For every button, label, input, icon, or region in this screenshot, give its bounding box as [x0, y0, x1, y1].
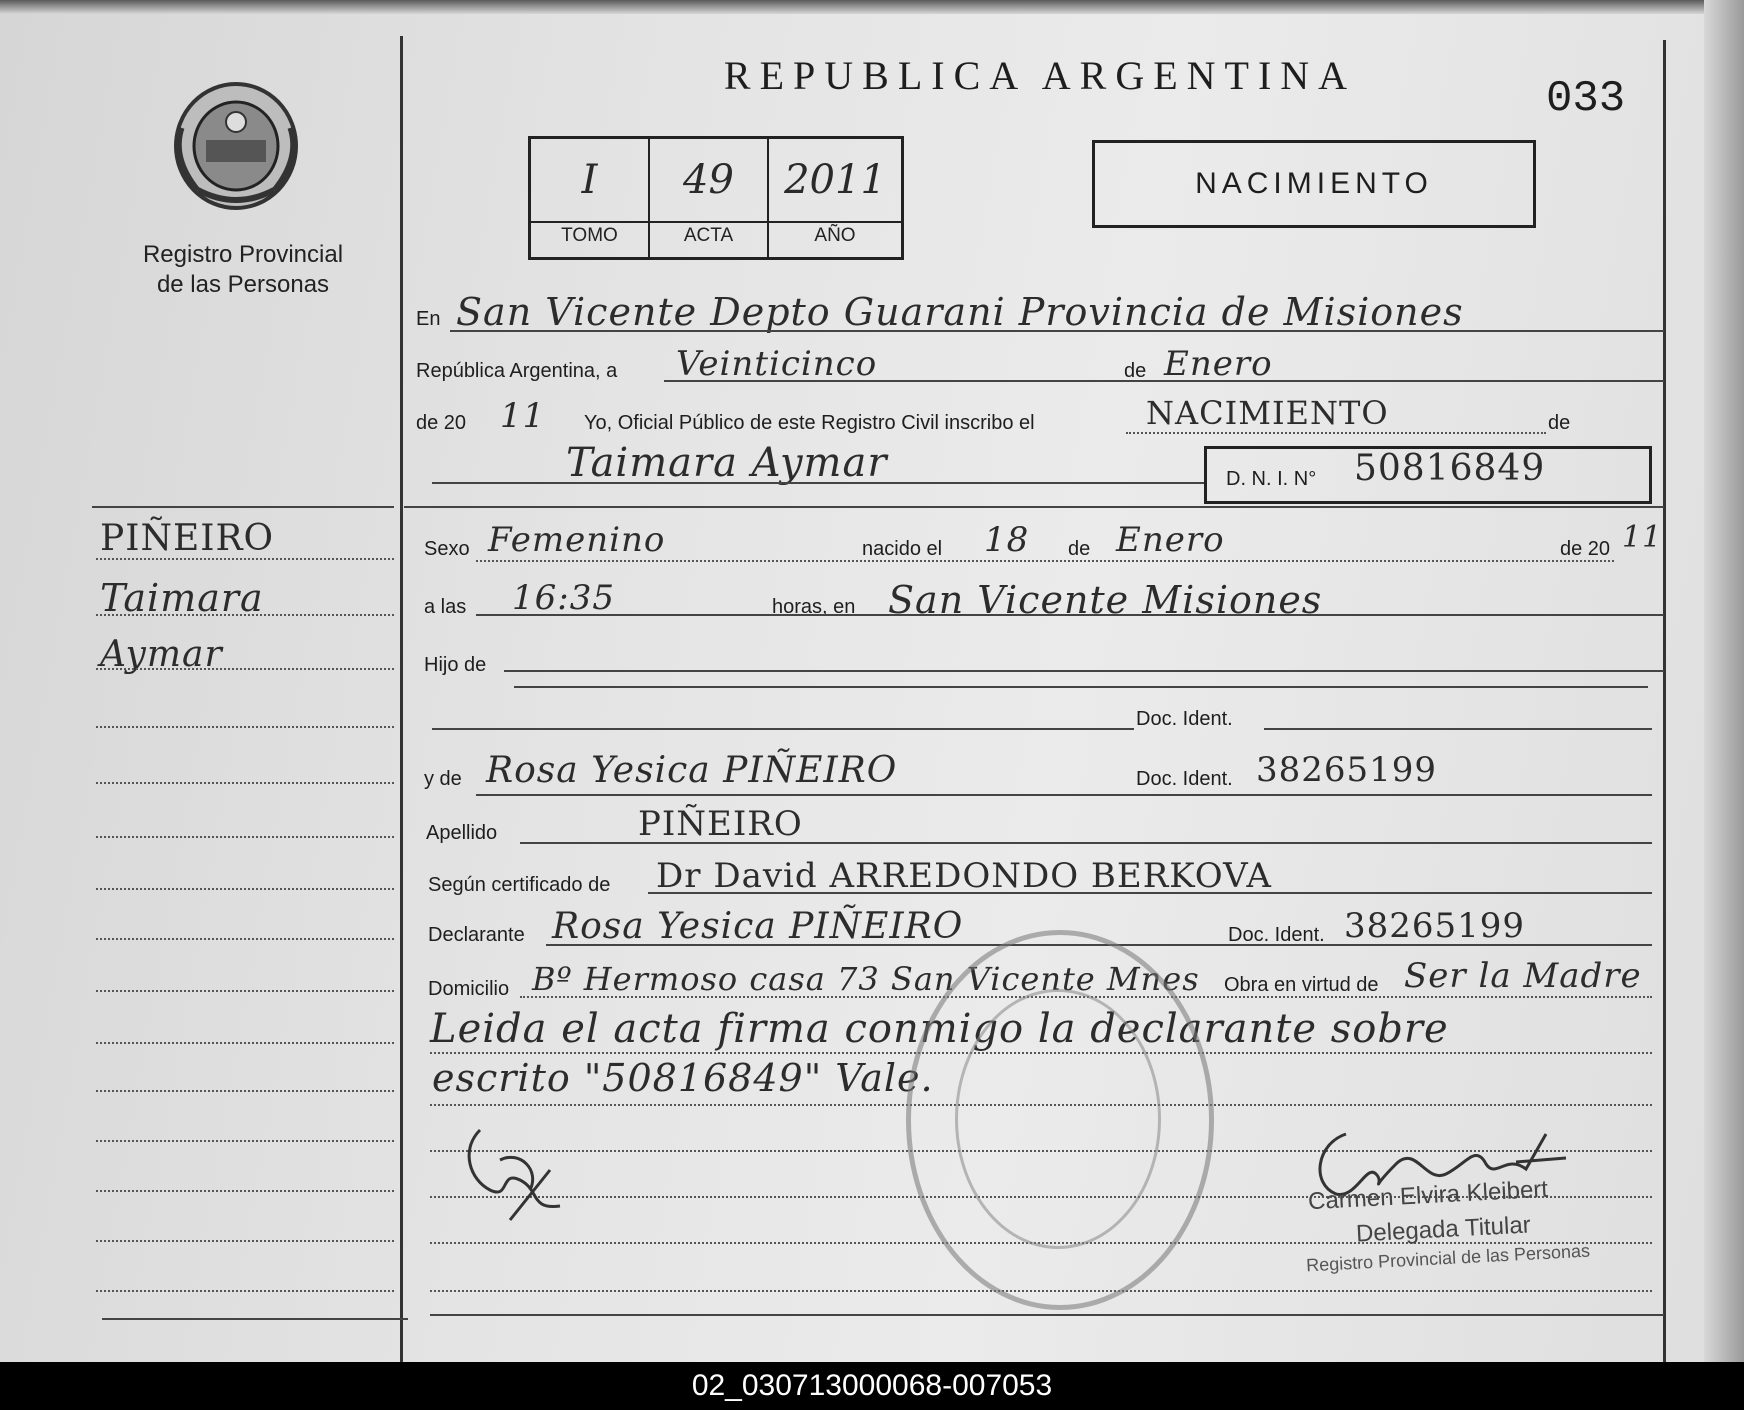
- document-title: REPUBLICA ARGENTINA: [723, 53, 1357, 98]
- registry-name: [110, 240, 376, 300]
- line-republica: [664, 380, 1664, 382]
- line-madre: [476, 794, 1652, 796]
- field-anio-corto: 11: [500, 396, 546, 436]
- field-mes: Enero: [1164, 344, 1273, 384]
- sequence-number: 033: [1546, 74, 1626, 124]
- line-segun: [648, 892, 1652, 894]
- field-declarante-doc: 38265199: [1344, 906, 1526, 946]
- scan-id-footer: 02_030713000068-007053: [0, 1362, 1744, 1410]
- margin-line: [96, 888, 394, 890]
- label-de-3: de: [1068, 538, 1091, 560]
- line-sexo: [476, 560, 1614, 562]
- label-en: En: [416, 308, 441, 330]
- margin-line: [96, 1140, 394, 1142]
- scan-top-shadow: [0, 0, 1744, 14]
- label-horas-en: horas, en: [772, 596, 856, 618]
- margin-divider: [400, 36, 403, 1362]
- line-hijo-de-2: [514, 686, 1648, 688]
- field-nota-1: Leida el acta firma conmigo la declarante sobre: [430, 1006, 1449, 1052]
- line-hijo-de: [504, 670, 1664, 672]
- field-declarante: Rosa Yesica PIÑEIRO: [552, 906, 964, 947]
- label-de: de: [1124, 360, 1147, 382]
- line-nombre: [432, 482, 1204, 484]
- line-hora: [476, 614, 1664, 616]
- seal-inner-ring: [955, 989, 1161, 1249]
- line-father-doc: [1264, 728, 1652, 730]
- field-nota-2: escrito "50816849" Vale.: [432, 1056, 934, 1100]
- line-apellido: [520, 842, 1652, 844]
- acta-value: 49: [683, 157, 734, 203]
- label-y-de: y de: [424, 768, 462, 790]
- margin-line: [96, 1042, 394, 1044]
- field-nombre: Taimara Aymar: [566, 440, 888, 486]
- margin-line: [96, 938, 394, 940]
- section-rule: [404, 506, 1664, 508]
- field-dia-nac: 18: [984, 520, 1030, 560]
- label-hijo-de: Hijo de: [424, 654, 487, 676]
- margin-line: [96, 990, 394, 992]
- label-yo-oficial: Yo, Oficial Público de este Registro Civil inscribo el: [584, 412, 1035, 434]
- margin-line: [96, 558, 394, 560]
- margin-line: [96, 726, 394, 728]
- field-sexo: Femenino: [488, 520, 666, 560]
- margin-line: [96, 1090, 394, 1092]
- label-dni: D. N. I. N°: [1226, 468, 1317, 490]
- acta-cell: [650, 139, 769, 257]
- label-de-20: de 20: [416, 412, 467, 434]
- label-domicilio: Domicilio: [428, 978, 510, 1000]
- field-madre-doc: 38265199: [1256, 750, 1438, 790]
- official-role: Delegada Titular: [1355, 1211, 1532, 1248]
- field-hora: 16:35: [512, 578, 615, 618]
- field-obra: Ser la Madre: [1404, 956, 1642, 996]
- scan-right-shadow: [1704, 0, 1744, 1362]
- field-medico: Dr David ARREDONDO BERKOVA: [656, 856, 1272, 896]
- tomo-cell: [531, 139, 650, 257]
- record-type-box: NACIMIENTO: [1092, 140, 1536, 228]
- label-doc-ident-2: Doc. Ident.: [1136, 768, 1233, 790]
- field-dni: 50816849: [1354, 448, 1546, 489]
- margin-name-first: Taimara: [100, 576, 264, 620]
- field-apellido: PIÑEIRO: [638, 804, 803, 844]
- anio-cell: [769, 139, 901, 257]
- label-de-20b: de 20: [1560, 538, 1611, 560]
- margin-line: [96, 1190, 394, 1192]
- right-border: [1663, 40, 1666, 1362]
- field-madre: Rosa Yesica PIÑEIRO: [486, 750, 898, 791]
- label-declarante: Declarante: [428, 924, 525, 946]
- margin-line: [96, 668, 394, 670]
- margin-top-rule: [92, 506, 394, 508]
- anio-label: AÑO: [814, 225, 856, 246]
- coat-of-arms-icon: [168, 78, 304, 214]
- margin-line: [96, 614, 394, 616]
- official-seal-icon: [906, 930, 1214, 1310]
- line-tipo: [1126, 432, 1546, 434]
- margin-line: [96, 1240, 394, 1242]
- field-mes-nac: Enero: [1116, 520, 1225, 560]
- field-tipo: NACIMIENTO: [1146, 394, 1389, 432]
- margin-line: [96, 1290, 394, 1292]
- anio-value: 2011: [784, 157, 886, 203]
- field-dia: Veinticinco: [676, 344, 878, 384]
- declarant-signature-icon: [460, 1110, 580, 1230]
- label-de-2: de: [1548, 412, 1571, 434]
- label-apellido: Apellido: [426, 822, 498, 844]
- official-name: Carmen Elvira Kleibert: [1307, 1175, 1549, 1216]
- margin-name-second: Aymar: [100, 634, 223, 675]
- registry-line-2: de las Personas: [156, 271, 330, 298]
- line-father-name: [432, 728, 1134, 730]
- registry-line-1: Registro Provincial: [142, 241, 344, 268]
- margin-line: [96, 782, 394, 784]
- official-org: Registro Provincial de las Personas: [1305, 1240, 1591, 1276]
- tomo-label: TOMO: [561, 225, 618, 246]
- margin-line: [96, 836, 394, 838]
- margin-bottom-rule: [102, 1318, 408, 1320]
- margin-name-surname: PIÑEIRO: [100, 518, 275, 559]
- label-doc-ident-3: Doc. Ident.: [1228, 924, 1325, 946]
- field-lugar-nac: San Vicente Misiones: [888, 578, 1323, 622]
- line-lugar: [450, 330, 1664, 332]
- record-ref-table: [528, 136, 904, 260]
- label-nacido: nacido el: [862, 538, 943, 560]
- tomo-value: I: [581, 157, 598, 203]
- label-a-las: a las: [424, 596, 467, 618]
- field-domicilio: Bº Hermoso casa 73 San Vicente Mnes: [532, 960, 1200, 998]
- acta-label: ACTA: [683, 225, 734, 246]
- label-obra: Obra en virtud de: [1224, 974, 1379, 996]
- field-lugar: San Vicente Depto Guarani Provincia de Misiones: [456, 290, 1464, 334]
- label-doc-ident-1: Doc. Ident.: [1136, 708, 1233, 730]
- label-sexo: Sexo: [424, 538, 470, 560]
- label-segun: Según certificado de: [428, 874, 611, 896]
- field-anio-nac: 11: [1622, 520, 1663, 555]
- label-republica: República Argentina, a: [416, 360, 618, 382]
- bottom-rule: [430, 1314, 1664, 1316]
